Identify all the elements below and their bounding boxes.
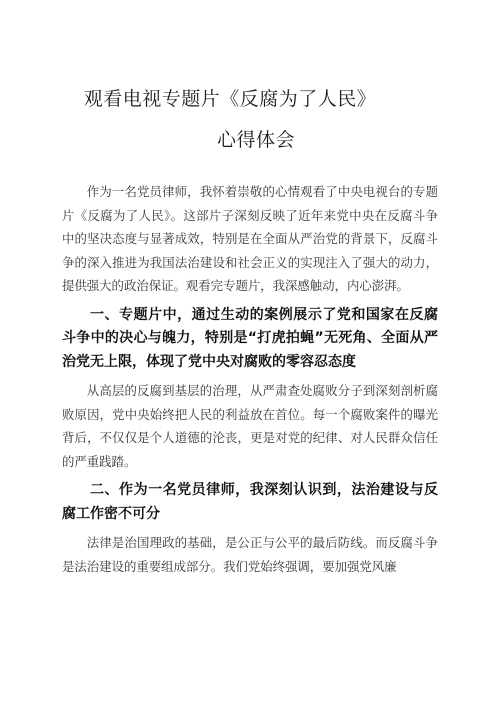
section-heading-1: 一、专题片中，通过生动的案例展示了党和国家在反腐斗争中的决心与魄力，特别是“打虎拍蝇”无死角、全面从严治党无上限，体现了党中央对腐败的零容忍态度	[62, 306, 438, 370]
document-title: 观看电视专题片《反腐为了人民》	[83, 88, 377, 110]
document-subtitle: 心得体会	[216, 129, 295, 151]
document-body	[62, 180, 438, 578]
section-1-paragraph: 从高层的反腐到基层的治理，从严肃查处腐败分子到深刻剖析腐败原因，党中央始终把人民的利益放在首位。每一个腐败案件的曝光背后，不仅仅是个人道德的沦丧，更是对党的纪律、对人民群众信任的严重践踏。	[62, 383, 438, 469]
section-2-paragraph: 法律是治国理政的基础，是公正与公平的最后防线。而反腐斗争是法治建设的重要组成部分。我们党始终强调，要加强党风廉	[62, 535, 438, 574]
section-heading-2: 二、作为一名党员律师，我深刻认识到，法治建设与反腐工作密不可分	[62, 482, 438, 522]
intro-paragraph: 作为一名党员律师，我怀着崇敬的心情观看了中央电视台的专题片《反腐为了人民》。这部片子深刻反映了近年来党中央在反腐斗争中的坚决态度与显著成效，特别是在全面从严治党的背景下，反腐斗争的深入推进为我国法治建设和社会正义的实现注入了强大的动力，提供强大的政治保证。观看完专题片，我深感触动，内心澎湃。	[62, 184, 438, 293]
